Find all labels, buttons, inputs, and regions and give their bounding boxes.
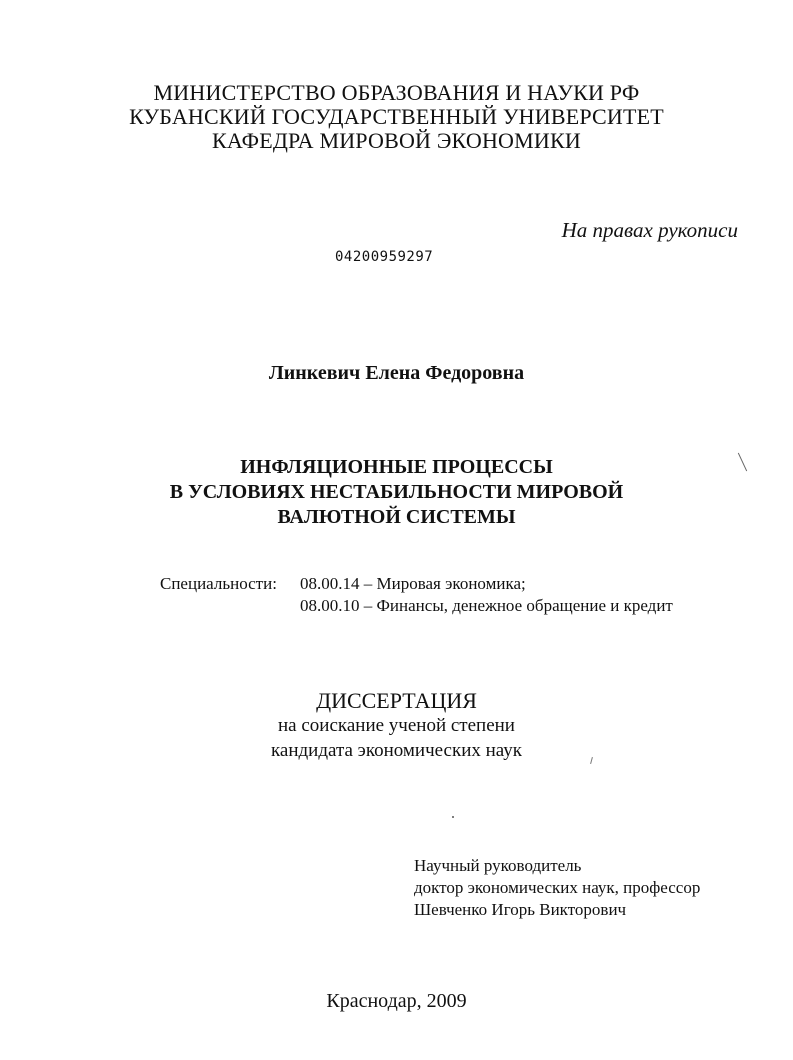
supervisor-degree: доктор экономических наук, профессор: [414, 878, 701, 897]
title-line-1: ИНФЛЯЦИОННЫЕ ПРОЦЕССЫ: [240, 456, 553, 478]
specialty-item-1: 08.00.14 – Мировая экономика;: [300, 574, 526, 593]
dissertation-title: ДИССЕРТАЦИЯ: [316, 688, 477, 713]
specialty-item-2: 08.00.10 – Финансы, денежное обращение и кредит: [300, 596, 673, 615]
dissertation-line-2: кандидата экономических наук: [270, 740, 523, 761]
catalog-code: 04200959297: [335, 249, 434, 265]
title-line-3: ВАЛЮТНОЙ СИСТЕМЫ: [277, 506, 516, 528]
place-year: Краснодар, 2009: [326, 990, 467, 1012]
supervisor-role: Научный руководитель: [414, 856, 582, 875]
supervisor-name: Шевченко Игорь Викторович: [414, 900, 627, 919]
specialties-label: Специальности:: [160, 574, 277, 593]
manuscript-note: На правах рукописи: [561, 218, 738, 242]
ministry-heading: МИНИСТЕРСТВО ОБРАЗОВАНИЯ И НАУКИ РФ: [153, 80, 640, 105]
department-heading: КАФЕДРА МИРОВОЙ ЭКОНОМИКИ: [212, 128, 581, 153]
title-line-2: В УСЛОВИЯХ НЕСТАБИЛЬНОСТИ МИРОВОЙ: [169, 481, 624, 503]
author-name: Линкевич Елена Федоровна: [268, 362, 525, 384]
scan-mark-dot: [452, 816, 454, 818]
university-heading: КУБАНСКИЙ ГОСУДАРСТВЕННЫЙ УНИВЕРСИТЕТ: [129, 104, 664, 129]
dissertation-line-1: на соискание ученой степени: [278, 715, 515, 736]
